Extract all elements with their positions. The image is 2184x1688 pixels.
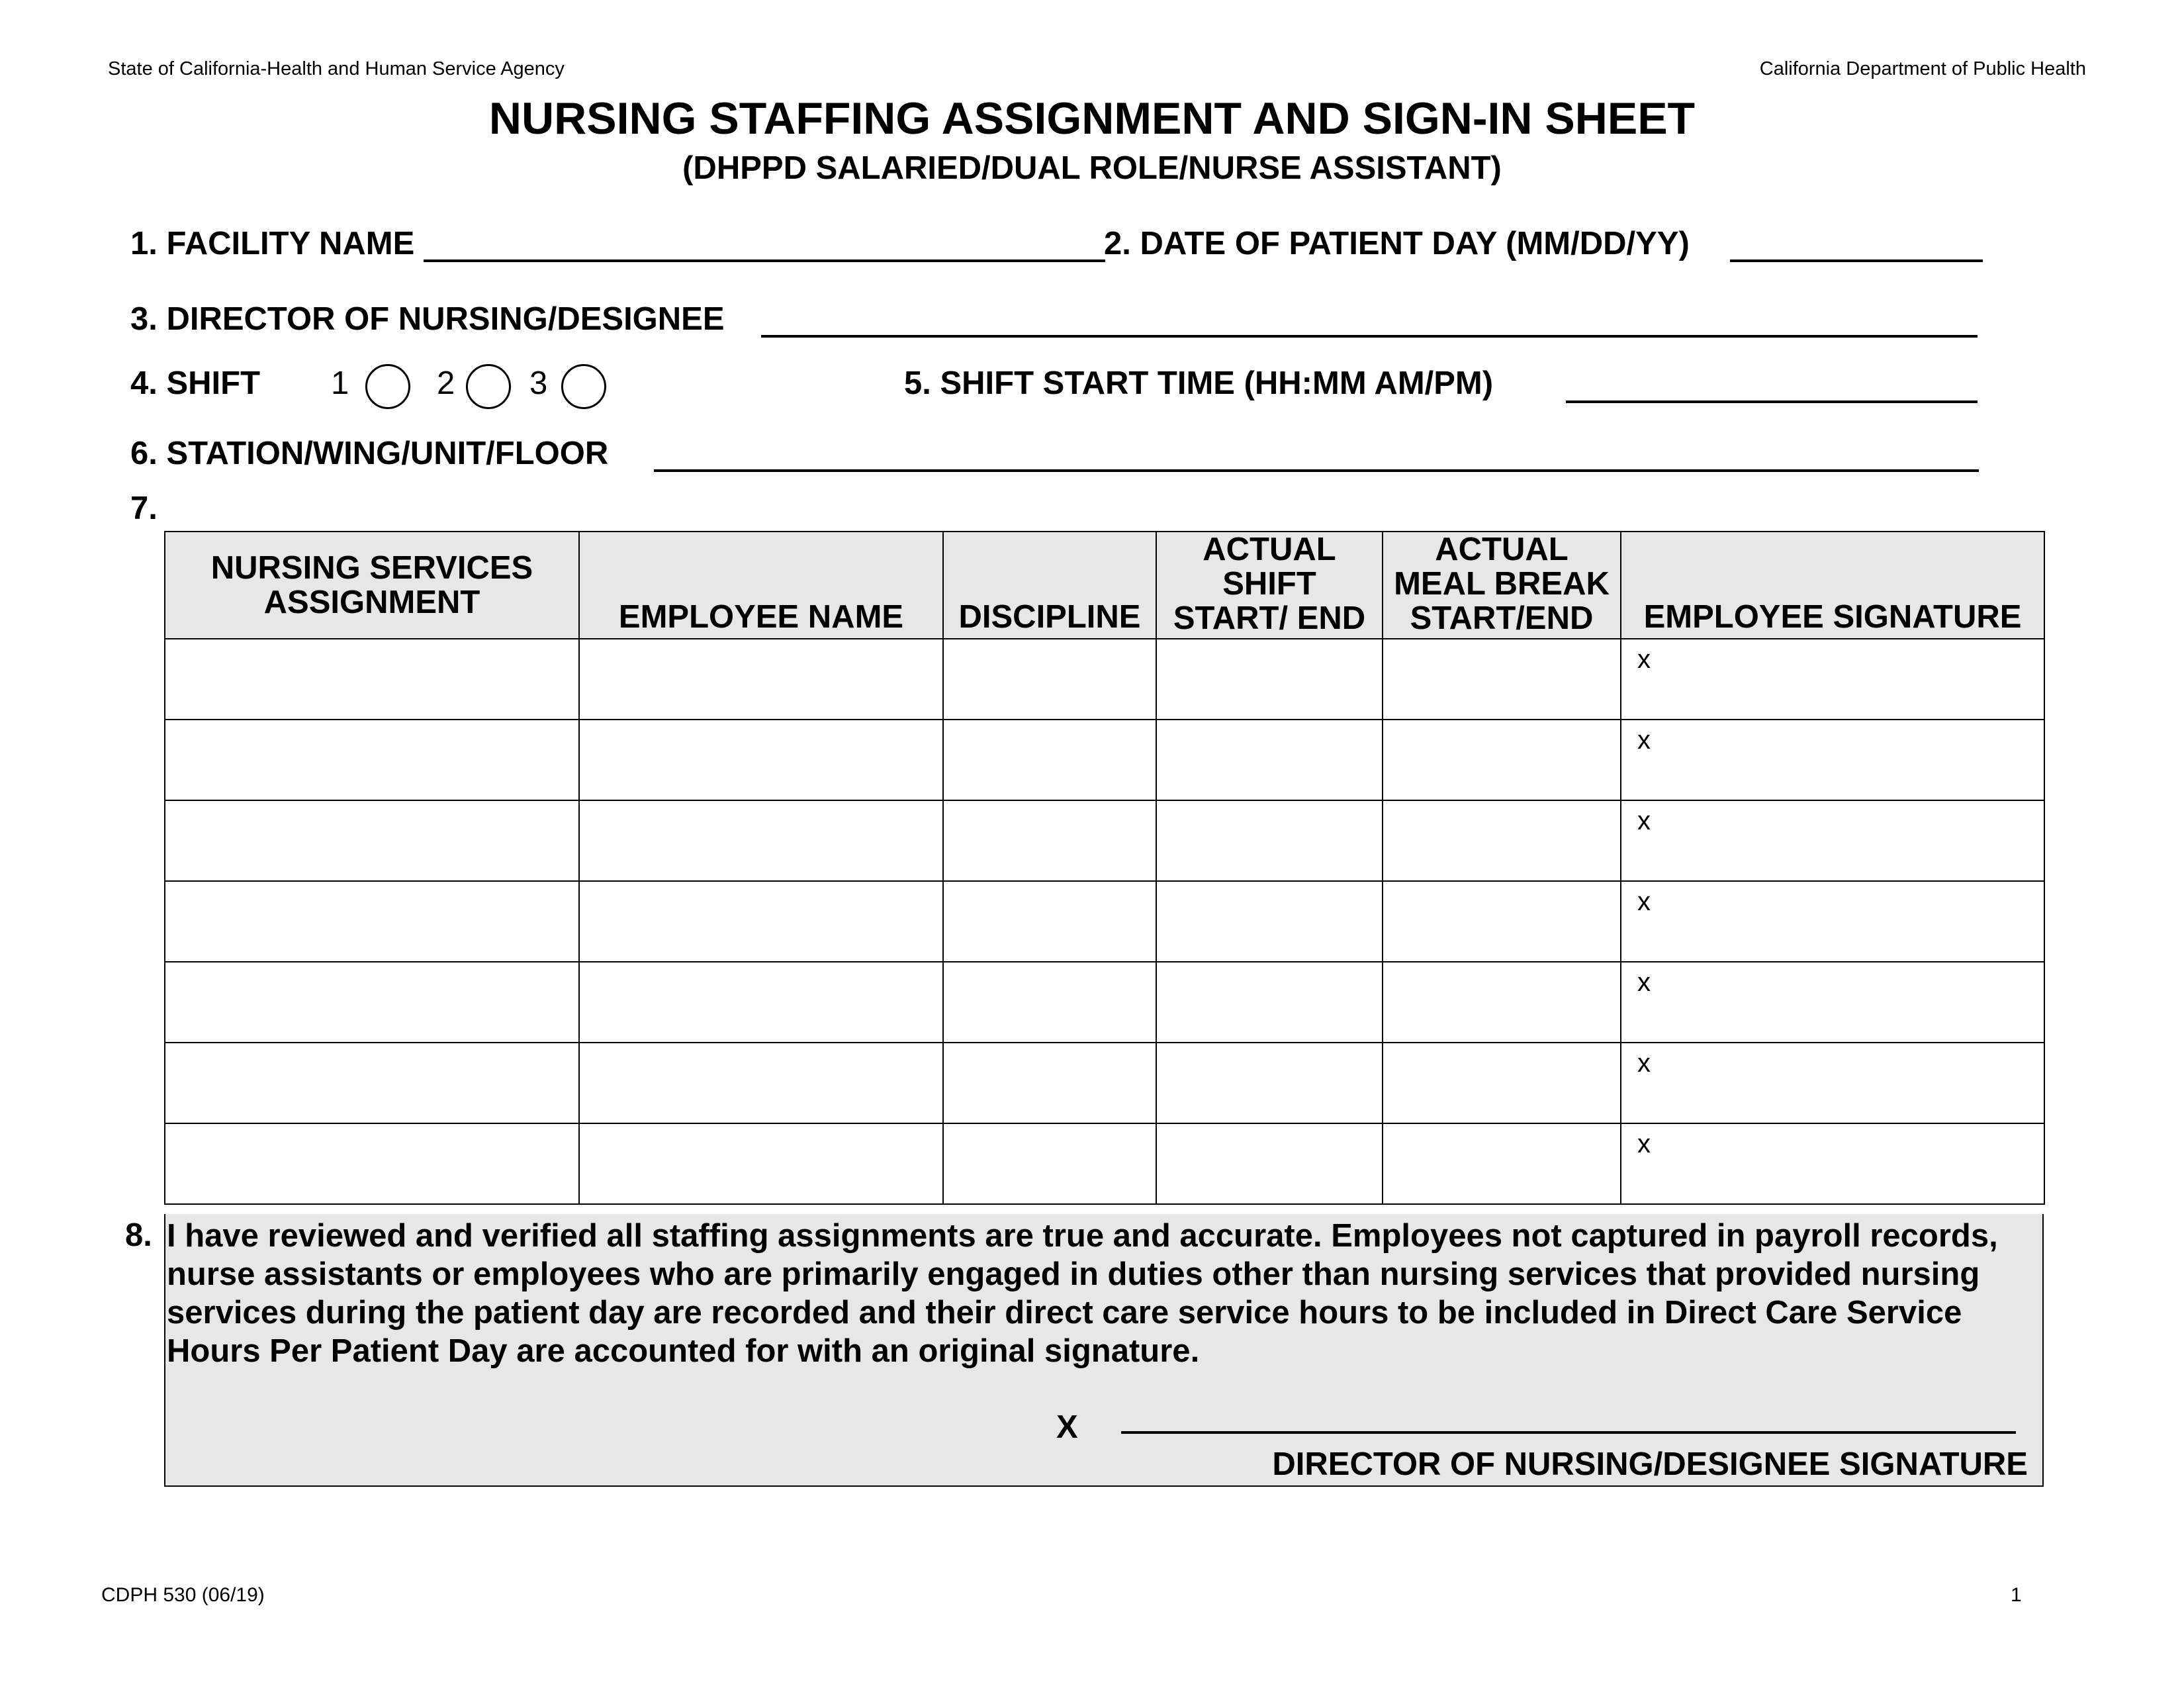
shift-time-cell[interactable] bbox=[1156, 1043, 1383, 1123]
shift-label: 4. SHIFT bbox=[130, 365, 261, 401]
director-signature-field[interactable] bbox=[1121, 1431, 2016, 1434]
table-row bbox=[165, 1043, 2044, 1123]
director-field[interactable] bbox=[761, 335, 1978, 338]
col-employee-name-header: EMPLOYEE NAME bbox=[579, 532, 943, 639]
discipline-cell[interactable] bbox=[943, 800, 1156, 881]
table-row bbox=[165, 639, 2044, 720]
assignment-cell[interactable] bbox=[165, 1043, 579, 1123]
station-field[interactable] bbox=[654, 469, 1979, 472]
employee-name-cell[interactable] bbox=[579, 881, 943, 962]
facility-name-label: 1. FACILITY NAME bbox=[130, 226, 415, 261]
shift-time-cell[interactable] bbox=[1156, 1123, 1383, 1204]
shift-option-2-label: 2 bbox=[437, 365, 455, 401]
meal-break-cell[interactable] bbox=[1383, 1043, 1621, 1123]
form-subtitle: (DHPPD SALARIED/DUAL ROLE/NURSE ASSISTANT) bbox=[682, 150, 1502, 186]
meal-break-cell[interactable] bbox=[1383, 881, 1621, 962]
col-shift-time-header: ACTUAL SHIFT START/ END bbox=[1156, 532, 1383, 639]
table-row bbox=[165, 881, 2044, 962]
discipline-cell[interactable] bbox=[943, 639, 1156, 720]
station-label: 6. STATION/WING/UNIT/FLOOR bbox=[130, 436, 609, 471]
form-title: NURSING STAFFING ASSIGNMENT AND SIGN-IN SHEET bbox=[488, 93, 1696, 144]
signature-cell[interactable]: x bbox=[1621, 1043, 2044, 1123]
col-meal-break-header: ACTUAL MEAL BREAK START/END bbox=[1383, 532, 1621, 639]
meal-break-cell[interactable] bbox=[1383, 962, 1621, 1043]
section-8-number: 8. bbox=[125, 1217, 152, 1253]
assignment-cell[interactable] bbox=[165, 962, 579, 1043]
col-signature-header: EMPLOYEE SIGNATURE bbox=[1621, 532, 2044, 639]
shift-start-field[interactable] bbox=[1566, 400, 1978, 403]
director-signature-label: DIRECTOR OF NURSING/DESIGNEE SIGNATURE bbox=[1272, 1446, 2028, 1482]
assignment-cell[interactable] bbox=[165, 1123, 579, 1204]
signature-cell[interactable]: x bbox=[1621, 800, 2044, 881]
department-header: California Department of Public Health bbox=[1759, 58, 2086, 79]
shift-time-cell[interactable] bbox=[1156, 720, 1383, 800]
signature-cell[interactable]: x bbox=[1621, 1123, 2044, 1204]
date-patient-day-field[interactable] bbox=[1730, 259, 1983, 262]
discipline-cell[interactable] bbox=[943, 881, 1156, 962]
sign-marker: X bbox=[1056, 1409, 1078, 1445]
table-row bbox=[165, 962, 2044, 1043]
assignment-cell[interactable] bbox=[165, 720, 579, 800]
agency-header: State of California-Health and Human Service Agency bbox=[108, 58, 565, 79]
employee-name-cell[interactable] bbox=[579, 1123, 943, 1204]
shift-time-cell[interactable] bbox=[1156, 962, 1383, 1043]
col-assignment-header: NURSING SERVICES ASSIGNMENT bbox=[165, 532, 579, 639]
director-label: 3. DIRECTOR OF NURSING/DESIGNEE bbox=[130, 301, 725, 337]
assignment-cell[interactable] bbox=[165, 639, 579, 720]
discipline-cell[interactable] bbox=[943, 962, 1156, 1043]
employee-name-cell[interactable] bbox=[579, 720, 943, 800]
discipline-cell[interactable] bbox=[943, 1123, 1156, 1204]
shift-option-1-label: 1 bbox=[331, 365, 349, 401]
col-discipline-header: DISCIPLINE bbox=[943, 532, 1156, 639]
signature-cell[interactable]: x bbox=[1621, 639, 2044, 720]
table-row bbox=[165, 800, 2044, 881]
shift-start-label: 5. SHIFT START TIME (HH:MM AM/PM) bbox=[904, 365, 1494, 401]
shift-3-radio[interactable] bbox=[561, 364, 606, 409]
assignment-cell[interactable] bbox=[165, 800, 579, 881]
employee-name-cell[interactable] bbox=[579, 1043, 943, 1123]
meal-break-cell[interactable] bbox=[1383, 800, 1621, 881]
shift-time-cell[interactable] bbox=[1156, 800, 1383, 881]
signature-cell[interactable]: x bbox=[1621, 720, 2044, 800]
signature-cell[interactable]: x bbox=[1621, 962, 2044, 1043]
employee-name-cell[interactable] bbox=[579, 639, 943, 720]
shift-time-cell[interactable] bbox=[1156, 881, 1383, 962]
shift-time-cell[interactable] bbox=[1156, 639, 1383, 720]
assignment-cell[interactable] bbox=[165, 881, 579, 962]
meal-break-cell[interactable] bbox=[1383, 720, 1621, 800]
page-number: 1 bbox=[2011, 1584, 2022, 1606]
form-id: CDPH 530 (06/19) bbox=[101, 1584, 265, 1606]
meal-break-cell[interactable] bbox=[1383, 639, 1621, 720]
meal-break-cell[interactable] bbox=[1383, 1123, 1621, 1204]
table-header-row bbox=[165, 532, 2044, 639]
employee-name-cell[interactable] bbox=[579, 962, 943, 1043]
employee-name-cell[interactable] bbox=[579, 800, 943, 881]
certification-box bbox=[164, 1214, 2044, 1487]
discipline-cell[interactable] bbox=[943, 1043, 1156, 1123]
date-patient-day-label: 2. DATE OF PATIENT DAY (MM/DD/YY) bbox=[1104, 226, 1690, 261]
certification-statement: I have reviewed and verified all staffing assignments are true and accurate. Employees not captured in payroll records, nurse assistants or employees who are primarily engaged in duties other than nursing services that provided nursing services during the patient day are recorded and their direct care service hours to be included in Direct Care Service Hours Per Patient Day are accounted for with an original signature. bbox=[167, 1218, 1998, 1369]
shift-2-radio[interactable] bbox=[466, 364, 511, 409]
staffing-table bbox=[164, 531, 2045, 1205]
table-row bbox=[165, 720, 2044, 800]
shift-option-3-label: 3 bbox=[529, 365, 548, 401]
shift-1-radio[interactable] bbox=[365, 364, 410, 409]
table-row bbox=[165, 1123, 2044, 1204]
facility-name-field[interactable] bbox=[424, 259, 1105, 262]
signature-cell[interactable]: x bbox=[1621, 881, 2044, 962]
section-7-number: 7. bbox=[130, 491, 158, 526]
discipline-cell[interactable] bbox=[943, 720, 1156, 800]
